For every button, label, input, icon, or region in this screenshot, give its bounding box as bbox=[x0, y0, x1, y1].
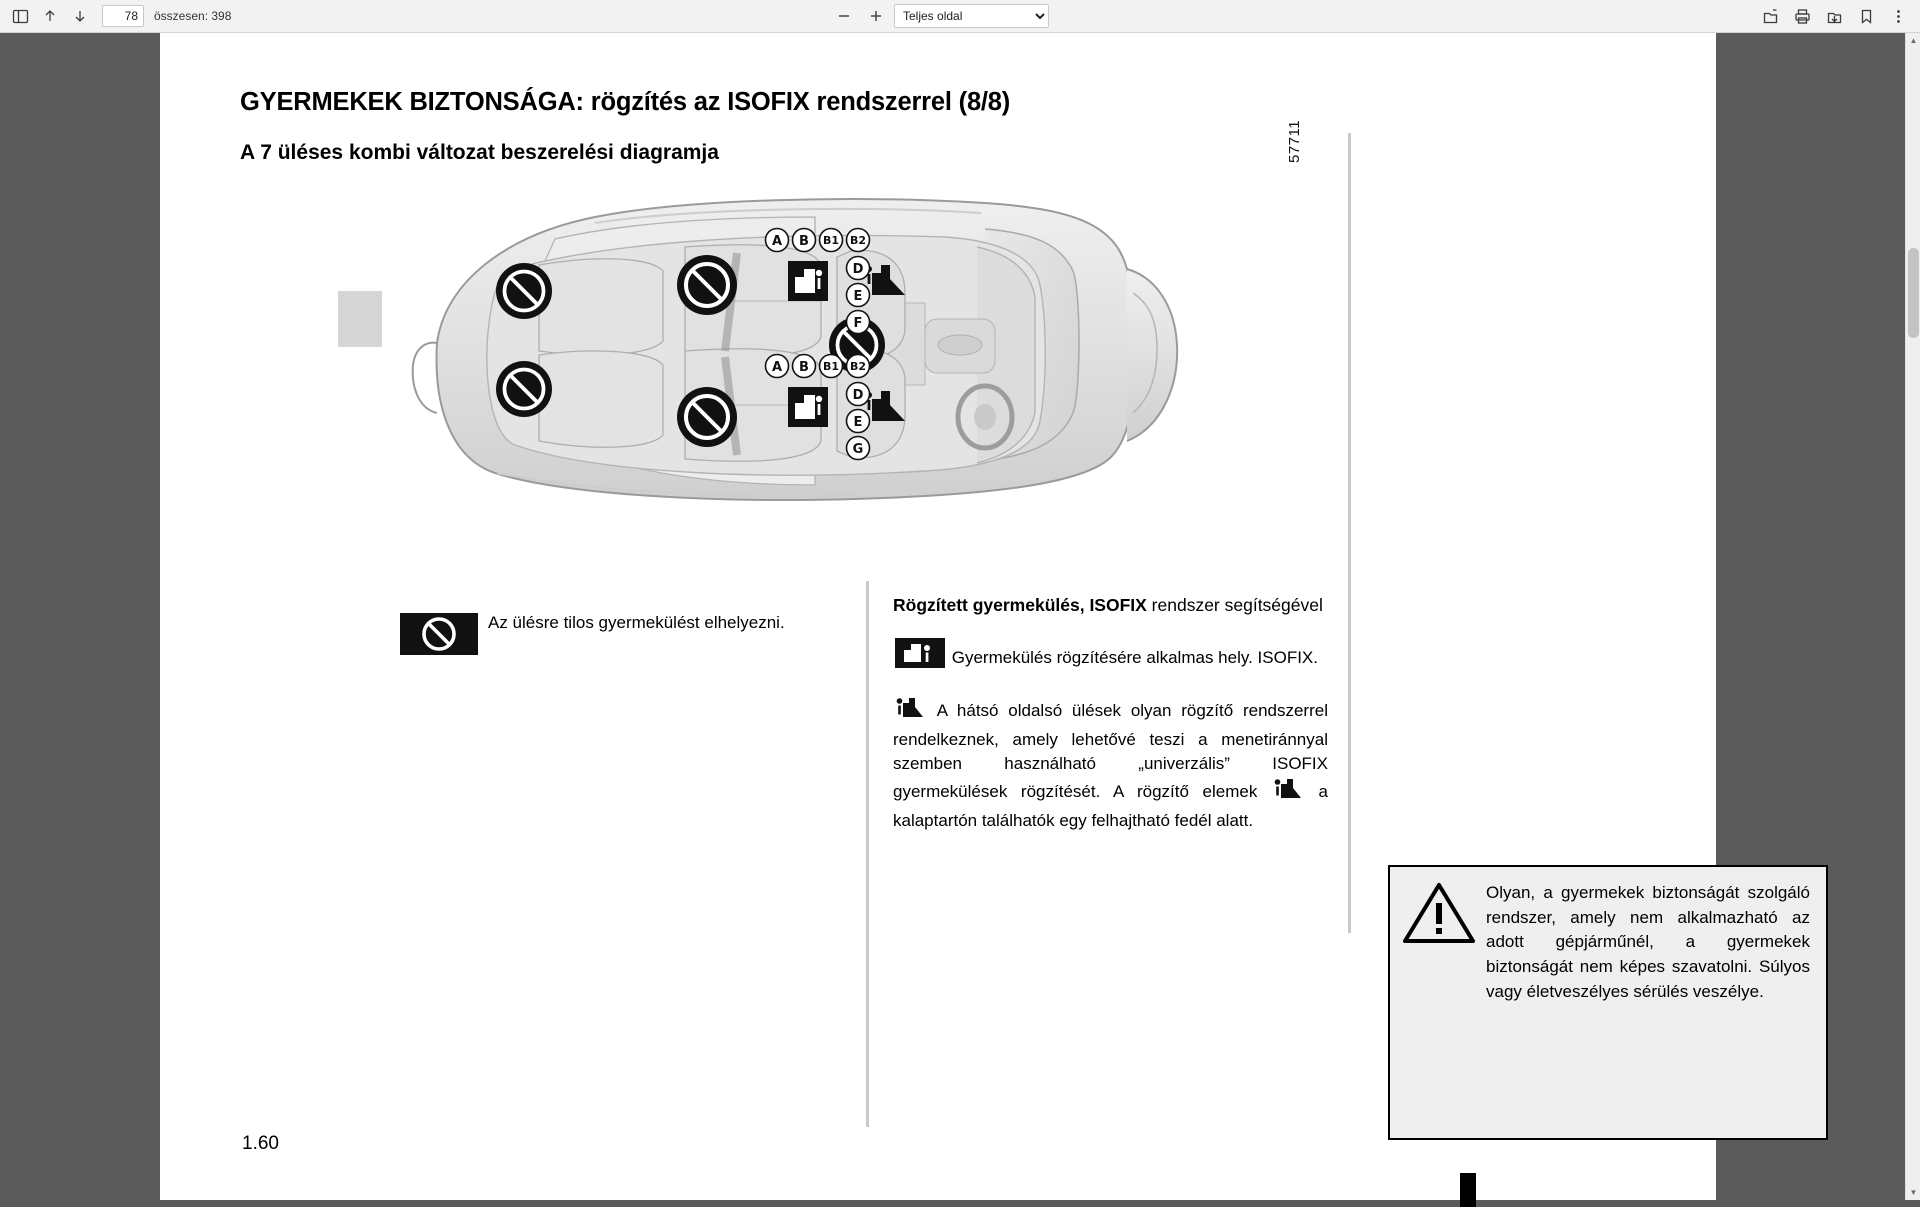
page-subtitle: A 7 üléses kombi változat beszerelési diagramja bbox=[240, 141, 719, 165]
print-icon[interactable] bbox=[1788, 3, 1816, 29]
no-child-seat-sign-front-left bbox=[677, 255, 737, 315]
isofix-seat-pictogram-lower bbox=[788, 387, 828, 427]
svg-text:B1: B1 bbox=[822, 234, 840, 247]
page-folio: 1.60 bbox=[242, 1133, 279, 1154]
open-in-app-icon[interactable] bbox=[1756, 3, 1784, 29]
svg-text:D: D bbox=[852, 388, 864, 403]
legend-no-child-seat-text: Az ülésre tilos gyermekülést elhelyezni. bbox=[488, 613, 785, 632]
page-total-label: összesen: 398 bbox=[154, 9, 232, 23]
svg-text:B2: B2 bbox=[849, 360, 867, 373]
zoom-in-icon[interactable] bbox=[862, 3, 890, 29]
figure-number: 57711 bbox=[1286, 119, 1303, 163]
svg-text:E: E bbox=[853, 415, 863, 430]
page-edge-mark bbox=[1460, 1173, 1476, 1207]
pdf-page bbox=[160, 33, 1810, 1200]
svg-text:B2: B2 bbox=[849, 234, 867, 247]
previous-page-icon[interactable] bbox=[36, 3, 64, 29]
vertical-scrollbar[interactable] bbox=[1905, 33, 1920, 1200]
scroll-up-icon[interactable]: ▲ bbox=[1909, 36, 1918, 45]
more-actions-icon[interactable] bbox=[1884, 3, 1912, 29]
page-side-marker bbox=[338, 291, 382, 347]
svg-text:B: B bbox=[799, 360, 809, 375]
svg-text:A: A bbox=[771, 234, 783, 249]
next-page-icon[interactable] bbox=[66, 3, 94, 29]
bookmark-icon[interactable] bbox=[1852, 3, 1880, 29]
no-child-seat-icon bbox=[400, 613, 478, 660]
svg-text:E: E bbox=[853, 289, 863, 304]
isofix-seat-paragraph-text: Gyermekülés rögzítésére alkalmas hely. ISOFIX. bbox=[951, 647, 1318, 667]
isofix-heading-rest: rendszer segítségével bbox=[1146, 595, 1323, 615]
isofix-description-column bbox=[893, 593, 1328, 833]
no-child-seat-sign-front-right bbox=[677, 387, 737, 447]
top-tether-paragraph bbox=[893, 695, 1328, 834]
scroll-down-icon[interactable]: ▼ bbox=[1909, 1188, 1918, 1197]
zoom-level-select[interactable] bbox=[894, 4, 1049, 28]
column-rule-right bbox=[1348, 133, 1351, 933]
svg-text:B1: B1 bbox=[822, 360, 840, 373]
vehicle-seating-diagram bbox=[385, 173, 1285, 573]
top-tether-icon-b bbox=[1273, 787, 1317, 806]
pdf-toolbar bbox=[0, 0, 1920, 33]
isofix-heading bbox=[893, 593, 1328, 618]
svg-text:B: B bbox=[799, 234, 809, 249]
viewer-left-margin bbox=[0, 33, 44, 1200]
warning-box bbox=[1388, 865, 1828, 1140]
top-tether-paragraph-text-b: a kalaptartón találhatók egy felhajtható fedél alatt. bbox=[893, 782, 1329, 831]
svg-text:D: D bbox=[852, 262, 864, 277]
zoom-out-icon[interactable] bbox=[830, 3, 858, 29]
svg-text:F: F bbox=[853, 316, 863, 331]
warning-triangle-icon bbox=[1402, 881, 1476, 1124]
legend-no-child-seat bbox=[400, 611, 830, 660]
isofix-seat-pictogram-upper bbox=[788, 261, 828, 301]
page-number-input[interactable] bbox=[102, 5, 144, 27]
scrollbar-thumb[interactable] bbox=[1908, 248, 1919, 338]
page-title: GYERMEKEK BIZTONSÁGA: rögzítés az ISOFIX rendszerrel (8/8) bbox=[240, 88, 1011, 117]
isofix-anchor-icon bbox=[895, 653, 950, 672]
no-child-seat-sign-rear-left bbox=[496, 263, 552, 319]
column-rule-middle bbox=[866, 581, 869, 1127]
sidebar-toggle-icon[interactable] bbox=[6, 3, 34, 29]
top-tether-icon-a bbox=[895, 706, 935, 725]
svg-text:A: A bbox=[771, 360, 783, 375]
isofix-heading-bold: Rögzített gyermekülés, ISOFIX bbox=[893, 595, 1147, 615]
top-tether-paragraph-text-a: A hátsó oldalsó ülések olyan rögzítő rendszerrel rendelkeznek, amely lehetővé teszi a menetiránnyal szemben használható „univerzális” ISOFIX gyermekülések rögzítését. A rögzítő elemek bbox=[893, 700, 1328, 801]
save-icon[interactable] bbox=[1820, 3, 1848, 29]
isofix-seat-paragraph bbox=[893, 638, 1328, 675]
svg-text:G: G bbox=[852, 442, 864, 457]
no-child-seat-sign-rear-right bbox=[496, 361, 552, 417]
warning-text: Olyan, a gyermekek biztonságát szolgáló rendszer, amely nem alkalmazható az adott gépjárműnél, a gyermekek biztonságát nem képes szavatolni. Súlyos vagy életveszélyes sérülés veszélye. bbox=[1486, 883, 1810, 1001]
